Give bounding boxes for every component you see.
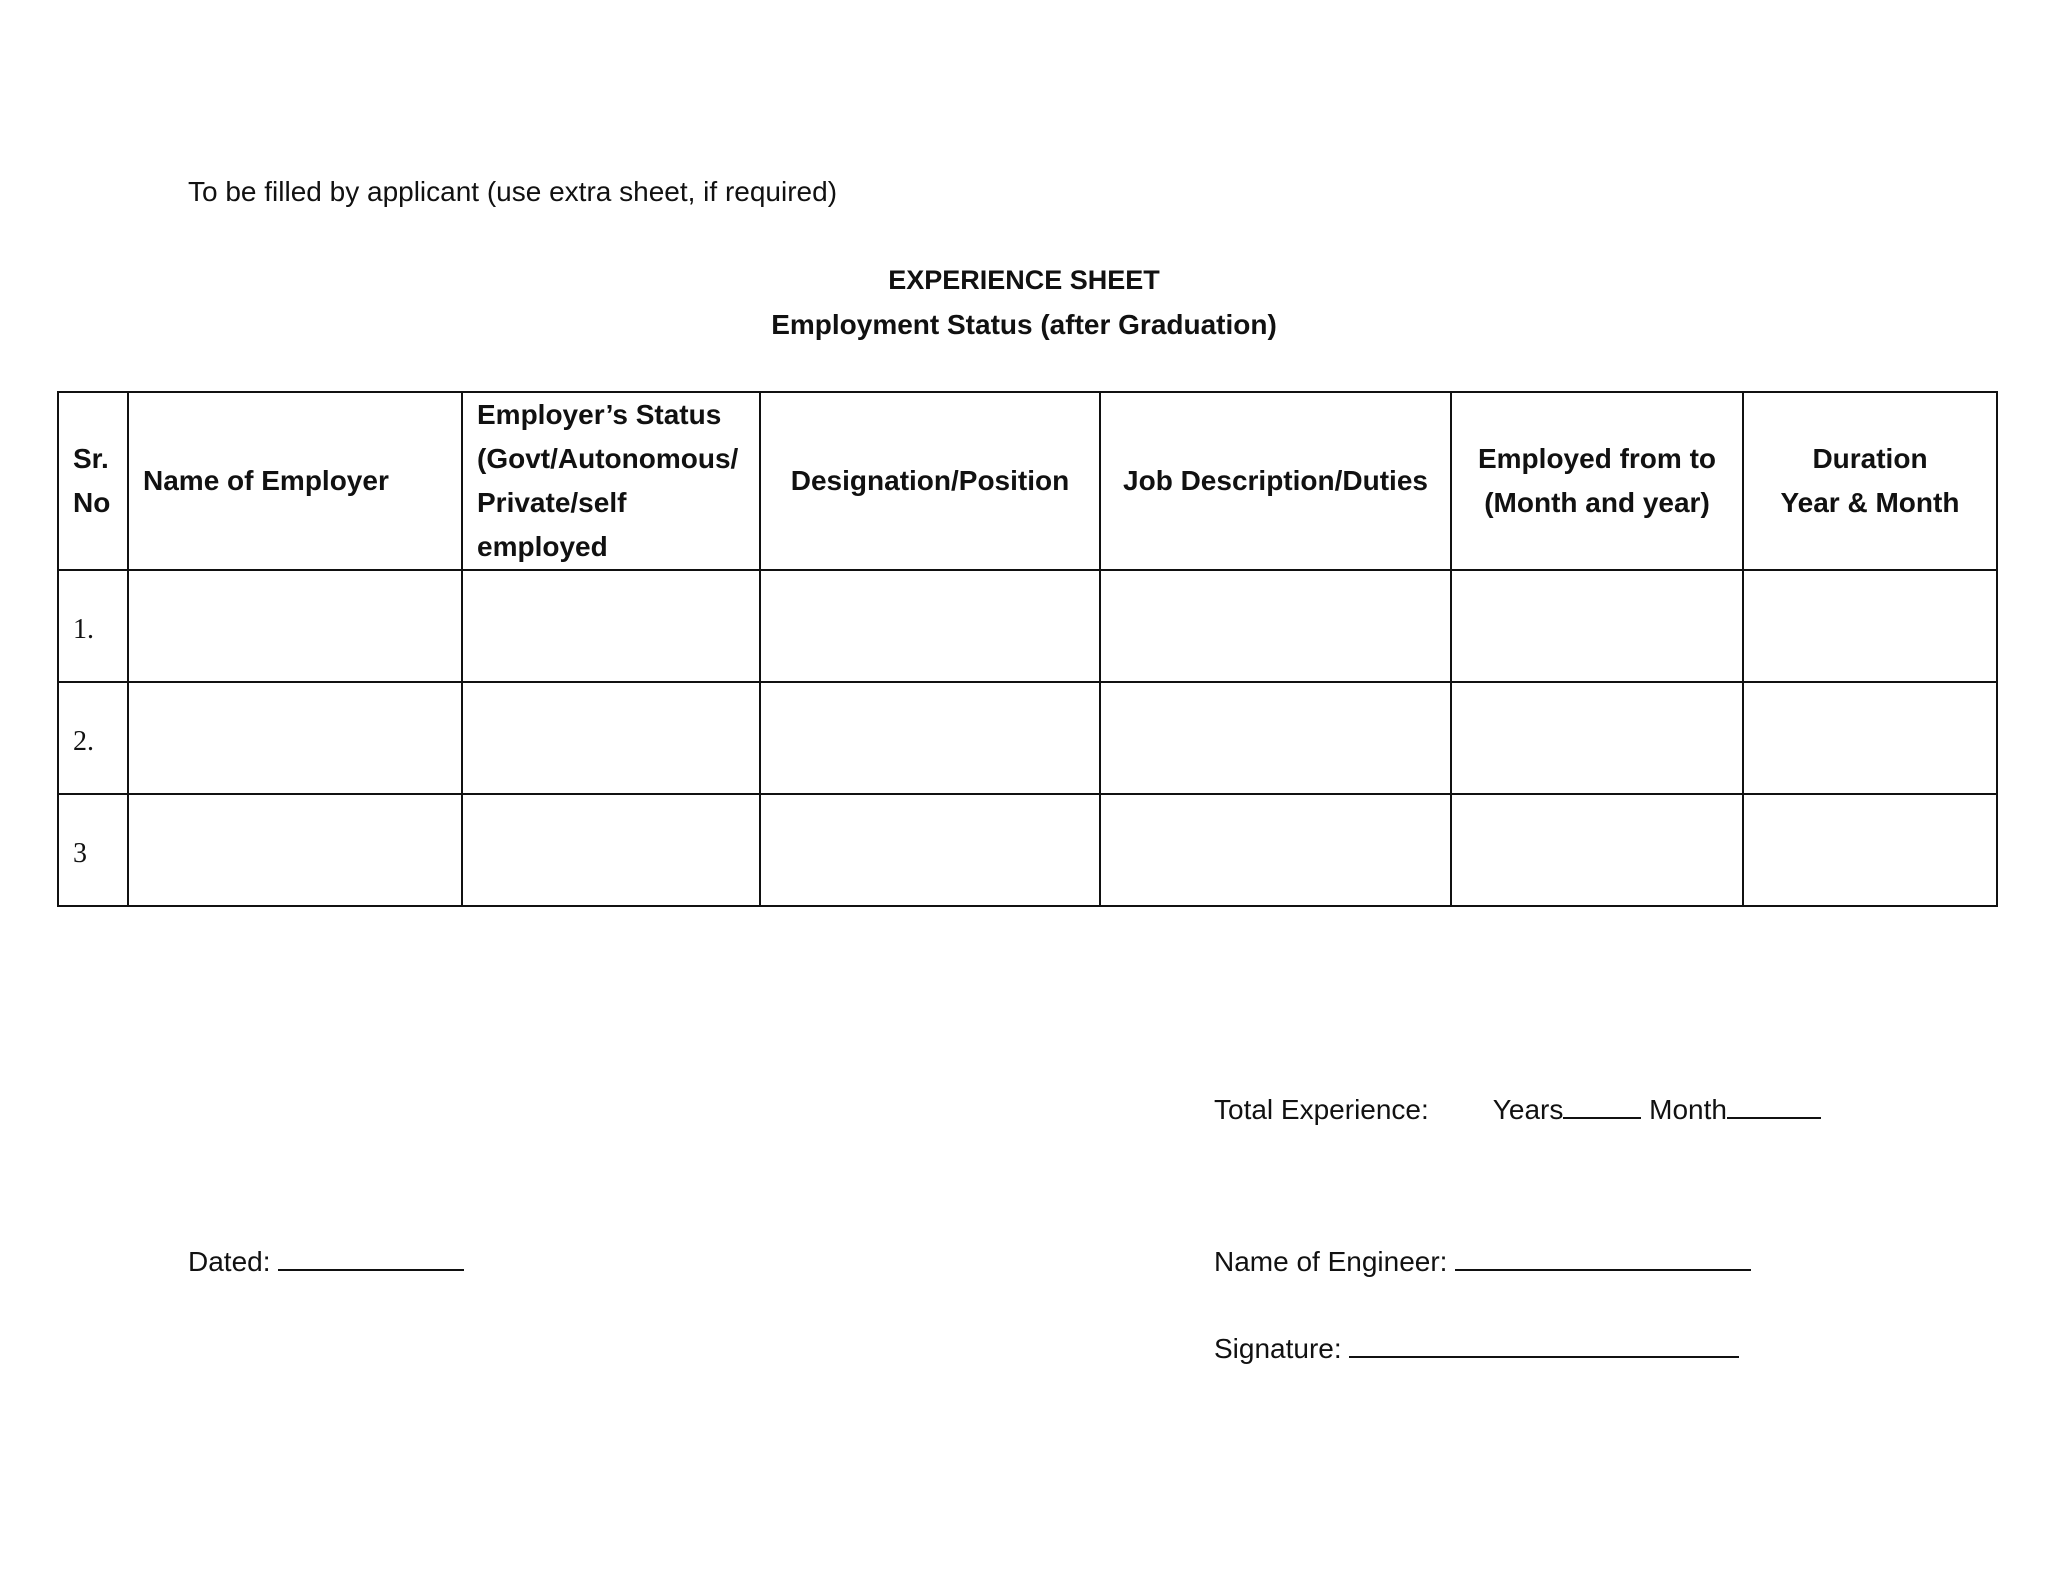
experience-table [57, 391, 1998, 907]
cell-employed-period[interactable] [1451, 794, 1743, 906]
cell-employer-status[interactable] [462, 570, 760, 682]
cell-designation[interactable] [760, 794, 1100, 906]
sr-number: 2. [73, 726, 94, 757]
table-row [58, 682, 1997, 794]
header-duration-line1: Duration [1812, 443, 1928, 474]
month-blank[interactable] [1727, 1091, 1821, 1119]
cell-sr-no [58, 570, 128, 682]
header-employed-period [1451, 392, 1743, 570]
dated-label: Dated: [188, 1246, 271, 1277]
table-row [58, 570, 1997, 682]
cell-designation[interactable] [760, 570, 1100, 682]
header-job-description: Job Description/Duties [1100, 392, 1451, 570]
header-status-line2: (Govt/Autonomous/ [477, 443, 739, 474]
header-employer-status [462, 392, 760, 570]
sr-number: 3 [73, 838, 87, 869]
engineer-name-blank[interactable] [1455, 1243, 1751, 1271]
form-instruction: To be filled by applicant (use extra sheet, if required) [188, 176, 838, 207]
signature-blank[interactable] [1349, 1330, 1739, 1358]
cell-employed-period[interactable] [1451, 570, 1743, 682]
header-employed-line1: Employed from to [1477, 443, 1716, 474]
cell-sr-no [58, 682, 128, 794]
sheet-title: EXPERIENCE SHEET [888, 265, 1160, 295]
cell-designation[interactable] [760, 682, 1100, 794]
signature-line [1214, 1330, 1739, 1365]
engineer-name-label: Name of Engineer: [1214, 1246, 1448, 1277]
cell-sr-no [58, 794, 128, 906]
total-experience-label: Total Experience: [1214, 1094, 1429, 1125]
cell-employer-status[interactable] [462, 794, 760, 906]
cell-job-description[interactable] [1100, 570, 1451, 682]
dated-blank[interactable] [278, 1243, 464, 1271]
total-experience-line [1214, 1091, 1821, 1126]
header-sr-line2: No [73, 487, 111, 518]
table-row [58, 794, 1997, 906]
cell-employer-name[interactable] [128, 570, 462, 682]
header-sr-no [58, 392, 128, 570]
dated-line [188, 1243, 464, 1278]
header-status-line1: Employer’s Status [477, 399, 722, 430]
header-status-line3: Private/self employed [477, 487, 627, 562]
sr-number: 1. [73, 614, 94, 645]
header-employed-line2: (Month and year) [1484, 487, 1710, 518]
header-employer-name: Name of Employer [128, 392, 462, 570]
header-duration-line2: Year & Month [1780, 487, 1960, 518]
cell-employer-name[interactable] [128, 794, 462, 906]
years-label: Years [1492, 1094, 1564, 1125]
table-header-row [58, 392, 1997, 570]
years-blank[interactable] [1563, 1091, 1641, 1119]
header-sr-line1: Sr. [73, 443, 109, 474]
cell-duration[interactable] [1743, 570, 1997, 682]
cell-employer-status[interactable] [462, 682, 760, 794]
engineer-name-line [1214, 1243, 1751, 1278]
cell-job-description[interactable] [1100, 682, 1451, 794]
signature-label: Signature: [1214, 1333, 1342, 1364]
month-label: Month [1649, 1094, 1727, 1125]
cell-employer-name[interactable] [128, 682, 462, 794]
cell-employed-period[interactable] [1451, 682, 1743, 794]
sheet-subtitle: Employment Status (after Graduation) [771, 309, 1277, 340]
cell-duration[interactable] [1743, 682, 1997, 794]
header-duration [1743, 392, 1997, 570]
header-designation: Designation/Position [760, 392, 1100, 570]
cell-job-description[interactable] [1100, 794, 1451, 906]
cell-duration[interactable] [1743, 794, 1997, 906]
